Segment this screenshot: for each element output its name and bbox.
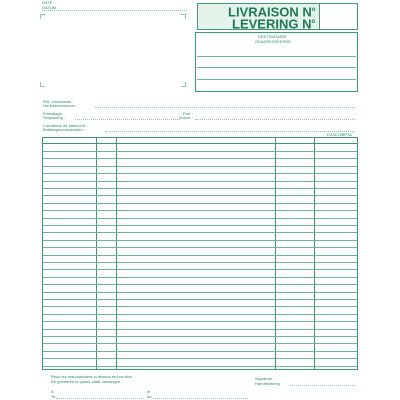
at-line	[56, 398, 144, 399]
items-table-header-line	[42, 143, 358, 144]
recipient-line-1	[197, 56, 356, 57]
title-fr: LIVRAISON $N^o$	[228, 4, 316, 20]
items-table-rule	[43, 314, 357, 315]
corner-mark-tr	[181, 14, 186, 19]
port-fr: Port :	[183, 111, 193, 116]
on-fr: le	[147, 389, 151, 394]
items-table-rule	[43, 218, 357, 219]
order-ref-fr: Réf. commande :	[43, 99, 74, 104]
packing-line	[75, 119, 180, 120]
corner-mark-br	[181, 82, 186, 87]
received-nl: De goederen in goede staat ontvangen	[51, 379, 121, 384]
payment-line	[105, 131, 355, 132]
date-label: DATE	[42, 0, 53, 5]
items-table-rule	[43, 329, 357, 330]
items-table-rule	[43, 210, 357, 211]
items-table-rule	[43, 232, 357, 233]
items-table-rule	[43, 292, 357, 293]
items-table-rule	[43, 269, 357, 270]
items-table-rule	[43, 158, 357, 159]
items-table-rule	[43, 203, 357, 204]
packing-nl: Verpakking :	[43, 115, 66, 120]
items-table-rule	[43, 181, 357, 182]
packing-fr: Emballage :	[43, 111, 65, 116]
items-table-rule	[43, 195, 357, 196]
items-table-rule	[43, 321, 357, 322]
port-nl: Vracht :	[179, 115, 193, 120]
items-table-rule	[43, 240, 357, 241]
items-table-rule	[43, 173, 357, 174]
received-fr: Reçu les marchandises ci-dessus en bon état	[51, 374, 132, 379]
at-nl: Te	[51, 394, 56, 399]
signature-line	[290, 385, 355, 386]
items-table-rule	[43, 343, 357, 344]
corner-mark-bl	[40, 82, 45, 87]
port-line	[195, 119, 355, 120]
items-table-rule	[43, 366, 357, 367]
items-table-rule	[43, 188, 357, 189]
recipient-line-3	[197, 79, 356, 80]
on-line	[153, 398, 248, 399]
order-ref-nl: Uw bestelnummer :	[43, 103, 78, 108]
title-nl: LEVERING $N^o$	[232, 16, 316, 32]
at-fr: A	[51, 389, 54, 394]
recipient-label-fr: DESTINATAIRE	[258, 34, 287, 39]
corner-mark-tl	[40, 14, 45, 19]
items-table-rule	[43, 277, 357, 278]
items-table-rule	[43, 284, 357, 285]
items-table-rule	[43, 299, 357, 300]
on-nl: de	[147, 394, 152, 399]
items-table-rule	[43, 225, 357, 226]
items-table-rule	[43, 247, 357, 248]
items-table-rule	[43, 351, 357, 352]
signature-fr: Signature :	[255, 376, 275, 381]
title-number-divider	[319, 3, 320, 30]
items-table-rule	[43, 262, 357, 263]
items-table-rule	[43, 255, 357, 256]
recipient-line-2	[197, 67, 356, 68]
items-table-rule	[43, 336, 357, 337]
recipient-label-nl: GEADRESSEERDE	[255, 39, 292, 44]
payment-nl: Betalingsvoorwaarden :	[43, 127, 85, 132]
items-table-rule	[43, 166, 357, 167]
items-table-rule	[43, 151, 357, 152]
form-code: EXACOMPTA	[327, 132, 352, 137]
payment-fr: Conditions de paiement :	[43, 123, 88, 128]
items-table-rule	[43, 306, 357, 307]
datum-label: DATUM	[42, 5, 56, 10]
items-table-rule	[43, 358, 357, 359]
date-line	[42, 10, 187, 11]
signature-nl: Handtekening :	[255, 381, 282, 386]
order-ref-line	[95, 107, 355, 108]
